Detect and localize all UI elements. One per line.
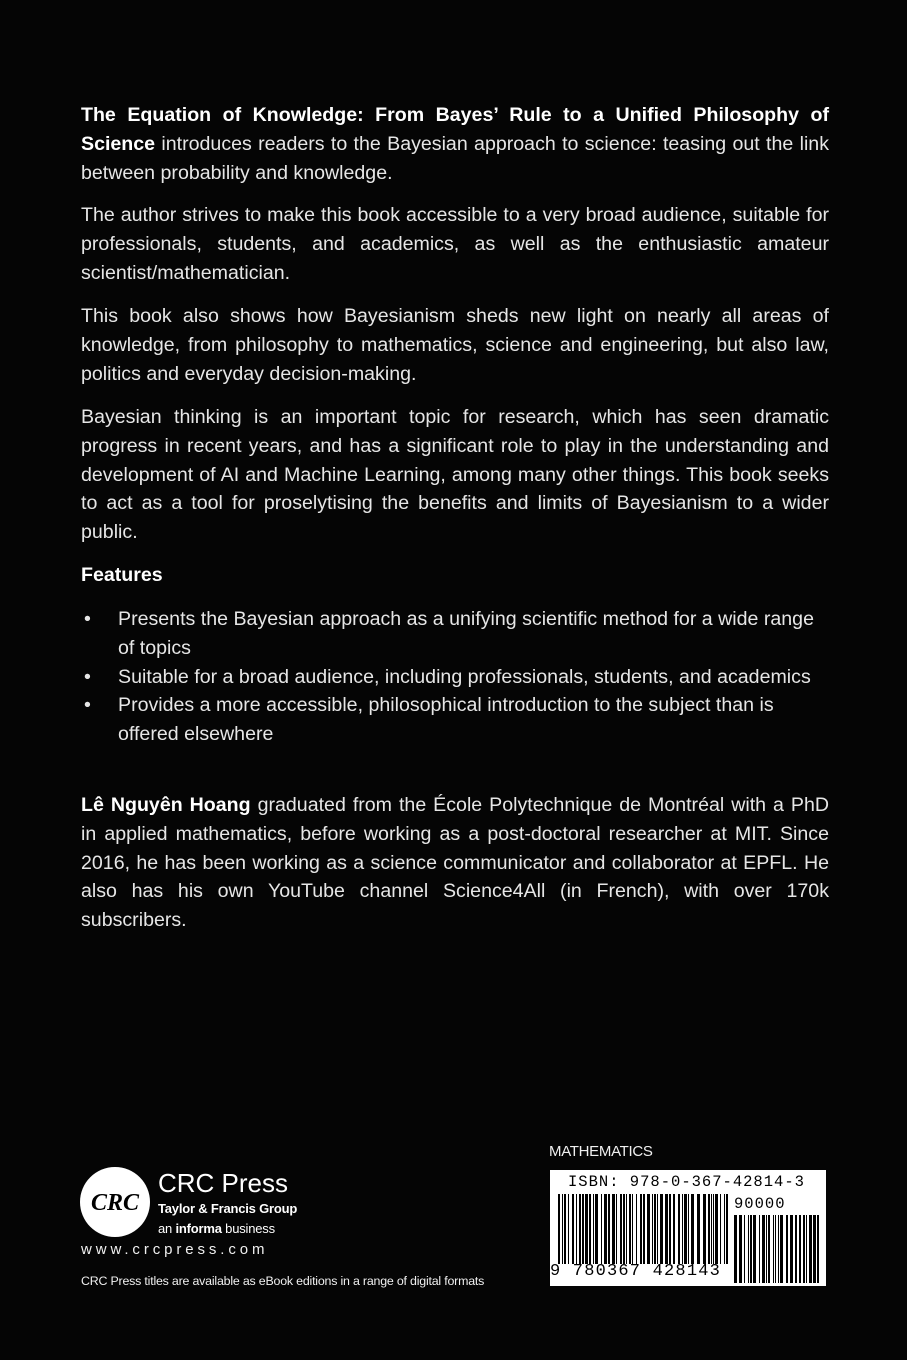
barcode-bar [673, 1194, 675, 1264]
paragraph-text: The author strives to make this book accessible to a very broad audience, suitable for professionals, students, and academics, as well as the enthusiastic amateur scientist/mathematician. [81, 204, 829, 284]
barcode-bar [753, 1215, 756, 1283]
barcode-bar [562, 1194, 563, 1264]
barcode-bar [669, 1194, 671, 1264]
barcode-bar [806, 1215, 807, 1283]
barcode-bar [734, 1215, 737, 1283]
barcode-bar [708, 1194, 710, 1264]
barcode-bar [612, 1194, 615, 1264]
barcode-bar [817, 1215, 819, 1283]
crc-logo-icon [80, 1167, 150, 1237]
description-paragraph-2 [81, 302, 829, 388]
barcode-bar [711, 1194, 712, 1264]
publisher-name: CRC Press [158, 1168, 289, 1198]
publisher-group: Taylor & Francis Group [158, 1201, 298, 1216]
barcode-bar [744, 1215, 745, 1283]
barcode-bar [790, 1215, 793, 1283]
barcode-bar [750, 1215, 752, 1283]
barcode-bar [691, 1194, 694, 1264]
barcode-bar [576, 1194, 577, 1264]
barcode-bar [678, 1194, 680, 1264]
isbn-text: ISBN: 978-0-367-42814-3 [568, 1173, 805, 1191]
barcode-bar [579, 1194, 581, 1264]
tagline-bold: informa [175, 1221, 222, 1236]
price-code: 90000 [734, 1195, 786, 1213]
feature-item [81, 605, 829, 663]
barcode-bar [572, 1194, 574, 1264]
barcode-bar [595, 1194, 598, 1264]
barcode-bar [773, 1215, 774, 1283]
feature-item [81, 663, 829, 692]
bullet-icon: • [84, 608, 91, 630]
barcode-bar [688, 1194, 689, 1264]
barcode-bar [713, 1194, 714, 1264]
barcode-bar [759, 1215, 760, 1283]
barcode-bar [780, 1215, 783, 1283]
crc-logo-text: CRC [90, 1190, 140, 1216]
barcode-bar [558, 1194, 560, 1264]
barcode-bar [795, 1215, 797, 1283]
barcode-bar [626, 1194, 627, 1264]
barcode-bar [616, 1194, 617, 1264]
barcode-bar [726, 1194, 728, 1264]
barcode-bar [775, 1215, 776, 1283]
author-name: Lê Nguyên Hoang [81, 794, 251, 816]
barcode-bar [593, 1194, 594, 1264]
ean-barcode-bars [558, 1194, 730, 1264]
tagline-suffix: business [221, 1221, 275, 1236]
barcode-bar [682, 1194, 683, 1264]
intro-paragraph [81, 101, 829, 187]
paragraph-text: Bayesian thinking is an important topic for research, which has seen dramatic progress in recent years, and has a significant role to play in the understanding and development of AI and Machine Learning, among many other things. This book seeks to act as a tool for proselytising the benefits and limits of Bayesianism to a wider public. [81, 406, 829, 544]
tagline-prefix: an [158, 1221, 176, 1236]
feature-text: Suitable for a broad audience, including professionals, students, and academics [118, 665, 811, 688]
bullet-icon: • [84, 665, 91, 688]
author-bio-text: graduated from the École Polytechnique de Montréal with a PhD in applied mathematics, before working as a post-doctoral researcher at MIT. Since 2016, he has been working as a science communicator and collaborator at EPFL. He also has his own YouTube channel Science4All (in French), with over 170k subscribers. [81, 794, 829, 932]
addon-barcode-bars [734, 1215, 820, 1283]
barcode-bar [813, 1215, 816, 1283]
barcode-bar [762, 1215, 765, 1283]
barcode-bar [608, 1194, 610, 1264]
barcode-bar [739, 1215, 742, 1283]
barcode-bar [660, 1194, 663, 1264]
barcode-bar [564, 1194, 566, 1264]
barcode-bar [703, 1194, 706, 1264]
barcode-bar [585, 1194, 588, 1264]
barcode-bar [601, 1194, 602, 1264]
barcode-bar [629, 1194, 631, 1264]
ean-number: 9 780367 428143 [550, 1262, 722, 1281]
barcode-bar [748, 1215, 749, 1283]
features-heading: Features [81, 564, 163, 586]
barcode-bar [647, 1194, 650, 1264]
barcode-bar [786, 1215, 788, 1283]
intro-text: introduces readers to the Bayesian approach to science: teasing out the link between probability and knowledge. [81, 132, 829, 184]
publisher-tagline [158, 1220, 275, 1237]
barcode-bar [582, 1194, 584, 1264]
barcode-bar [620, 1194, 622, 1264]
barcode-bar [640, 1194, 642, 1264]
barcode-bar [654, 1194, 656, 1264]
barcode-bar [697, 1194, 700, 1264]
barcode-bar [636, 1194, 637, 1264]
barcode-bar [715, 1194, 718, 1264]
barcode-bar [604, 1194, 607, 1264]
barcode-bar [809, 1215, 812, 1283]
barcode-bar [778, 1215, 779, 1283]
features-list [81, 605, 829, 749]
description-paragraph-1 [81, 201, 829, 287]
barcode-bar [568, 1194, 569, 1264]
publisher-block [80, 1167, 380, 1247]
feature-text: Presents the Bayesian approach as a unifying scientific method for a wide range of topics [118, 608, 814, 659]
barcode-bar [766, 1215, 767, 1283]
barcode-bar [632, 1194, 633, 1264]
barcode-bar [803, 1215, 805, 1283]
ebook-note: CRC Press titles are available as eBook editions in a range of digital formats [81, 1274, 485, 1288]
barcode-bar [724, 1194, 725, 1264]
barcode-bar [652, 1194, 653, 1264]
book-title: The Equation of Knowledge: From Bayes’ Rule to a Unified Philosophy of Science [81, 104, 829, 155]
barcode-bar [768, 1215, 770, 1283]
barcode-bar [657, 1194, 658, 1264]
barcode-bar [720, 1194, 721, 1264]
isbn-barcode [550, 1170, 826, 1286]
bullet-icon: • [84, 694, 91, 717]
publisher-website[interactable]: www.crcpress.com [81, 1241, 269, 1258]
barcode-bar [589, 1194, 591, 1264]
barcode-bar [799, 1215, 801, 1283]
barcode-bar [623, 1194, 625, 1264]
feature-text: Provides a more accessible, philosophical introduction to the subject than is offered elsewhere [118, 694, 774, 746]
author-bio [81, 791, 829, 935]
description-paragraph-3 [81, 403, 829, 547]
paragraph-text: This book also shows how Bayesianism sheds new light on nearly all areas of knowledge, from philosophy to mathematics, science and engineering, but also law, politics and everyday decision-making. [81, 305, 829, 385]
barcode-bar [684, 1194, 687, 1264]
subject-category: MATHEMATICS [549, 1143, 653, 1160]
barcode-bar [643, 1194, 645, 1264]
feature-item [81, 691, 829, 749]
barcode-bar [665, 1194, 668, 1264]
